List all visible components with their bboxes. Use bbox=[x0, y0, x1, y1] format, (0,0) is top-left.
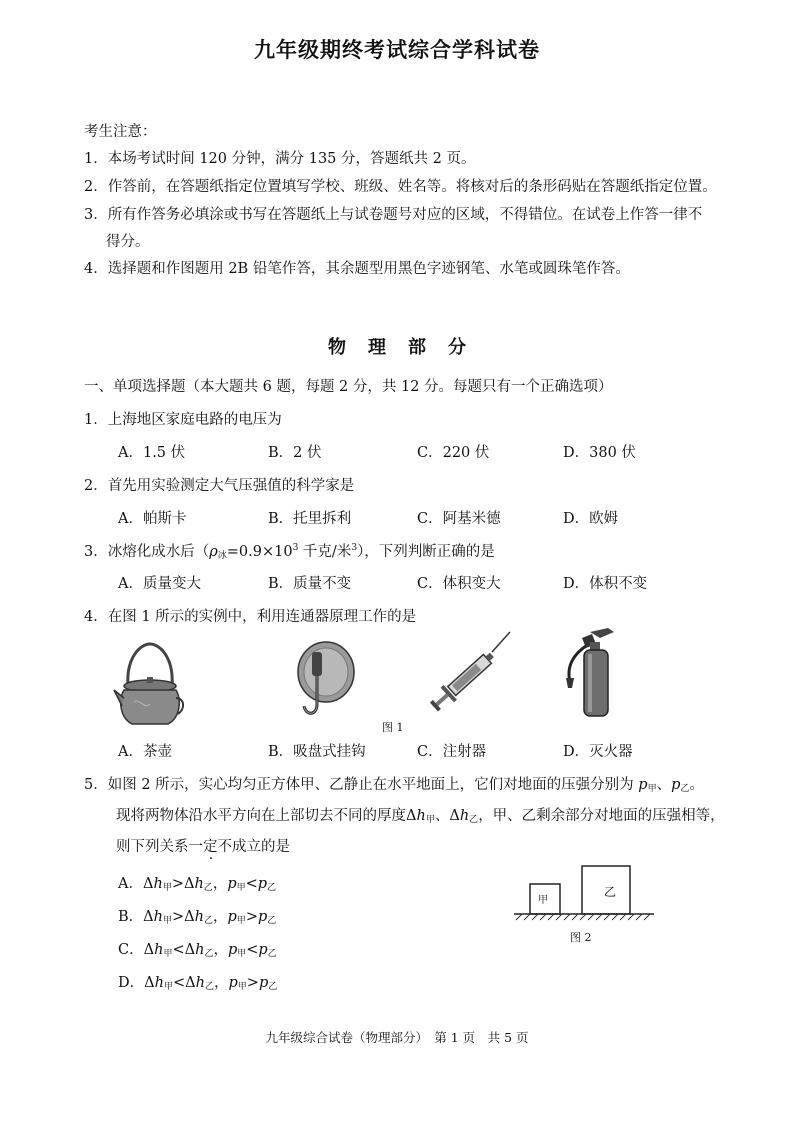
q5-option-a: A．$\Delta h_甲>\Delta h_乙$，$p_甲<p_乙$ bbox=[118, 876, 277, 893]
figure-2-diagram bbox=[510, 862, 660, 924]
figure-2-label: 图 2 bbox=[570, 931, 592, 944]
q5-option-c: C．$\Delta h_甲<\Delta h_乙$，$p_甲<p_乙$ bbox=[118, 942, 277, 959]
q4-stem: 4．在图 1 所示的实例中，利用连通器原理工作的是 bbox=[84, 609, 417, 625]
q4-option-a: A．茶壶 bbox=[118, 744, 172, 760]
q2-option-c: C．阿基米德 bbox=[417, 511, 501, 527]
q2-option-d: D．欧姆 bbox=[563, 511, 619, 527]
q1-option-d: D．380 伏 bbox=[563, 445, 636, 461]
q2-option-b: B．托里拆利 bbox=[268, 511, 352, 527]
q4-option-d: D．灭火器 bbox=[563, 744, 633, 760]
block-yi-label: 乙 bbox=[604, 885, 617, 899]
q4-option-b: B．吸盘式挂钩 bbox=[268, 744, 366, 760]
q1-stem: 1．上海地区家庭电路的电压为 bbox=[84, 412, 282, 428]
syringe-image bbox=[426, 630, 516, 714]
q5-stem-line-3: 则下列关系一定不成立的是 bbox=[116, 839, 290, 855]
fire-extinguisher-image bbox=[560, 626, 632, 720]
q2-option-a: A．帕斯卡 bbox=[118, 511, 187, 527]
q5-option-d: D．$\Delta h_甲<\Delta h_乙$，$p_甲>p_乙$ bbox=[118, 975, 278, 992]
notice-item-2: 2．作答前，在答题纸指定位置填写学校、班级、姓名等。将核对后的条形码贴在答题纸指定位置。 bbox=[84, 179, 717, 195]
exam-title: 九年级期终考试综合学科试卷 bbox=[254, 37, 540, 62]
notice-heading: 考生注意： bbox=[84, 124, 157, 140]
q5-stem-line-1: 5．如图 2 所示，实心均匀正方体甲、乙静止在水平地面上，它们对地面的压强分别为 $p_甲$、$p_乙$。 bbox=[84, 777, 704, 794]
q5-option-b: B．$\Delta h_甲>\Delta h_乙$，$p_甲>p_乙$ bbox=[118, 909, 277, 926]
q2-stem: 2．首先用实验测定大气压强值的科学家是 bbox=[84, 478, 355, 494]
block-jia-label: 甲 bbox=[538, 895, 548, 906]
q1-option-a: A．1.5 伏 bbox=[118, 445, 186, 461]
section-title: 物理部分 bbox=[328, 337, 488, 358]
q1-option-c: C．220 伏 bbox=[417, 445, 490, 461]
teapot-image bbox=[110, 638, 190, 730]
q3-option-d: D．体积不变 bbox=[563, 576, 648, 592]
notice-item-4: 4．选择题和作图题用 2B 铅笔作答，其余题型用黑色字迹钢笔、水笔或圆珠笔作答。 bbox=[84, 261, 630, 277]
q5-stem-line-2: 现将两物体沿水平方向在上部切去不同的厚度$\Delta h_甲$、$\Delta h_乙$，甲、乙剩余部分对地面的压强相等， bbox=[116, 808, 725, 825]
suction-hook-image bbox=[292, 636, 362, 720]
figure-1-label: 图 1 bbox=[382, 721, 404, 734]
q3-option-a: A．质量变大 bbox=[118, 576, 201, 592]
notice-item-3: 3．所有作答务必填涂或书写在答题纸上与试卷题号对应的区域，不得错位。在试卷上作答一律不 bbox=[84, 207, 703, 223]
q3-option-c: C．体积变大 bbox=[417, 576, 501, 592]
q3-option-b: B．质量不变 bbox=[268, 576, 352, 592]
q3-stem: 3．冰熔化成水后（$\rho_冰=0.9\times 10^3$ 千克/米$^3$），下列判断正确的是 bbox=[84, 543, 495, 561]
page-footer: 九年级综合试卷（物理部分） 第 1 页 共 5 页 bbox=[265, 1030, 529, 1045]
ground-hatching bbox=[516, 914, 650, 920]
q1-option-b: B．2 伏 bbox=[268, 445, 322, 461]
q4-option-c: C．注射器 bbox=[417, 744, 487, 760]
notice-item-3-cont: 得分。 bbox=[106, 234, 150, 250]
notice-item-1: 1．本场考试时间 120 分钟，满分 135 分，答题纸共 2 页。 bbox=[84, 151, 476, 167]
part-one-heading: 一、单项选择题（本大题共 6 题，每题 2 分，共 12 分。每题只有一个正确选项） bbox=[84, 379, 613, 395]
